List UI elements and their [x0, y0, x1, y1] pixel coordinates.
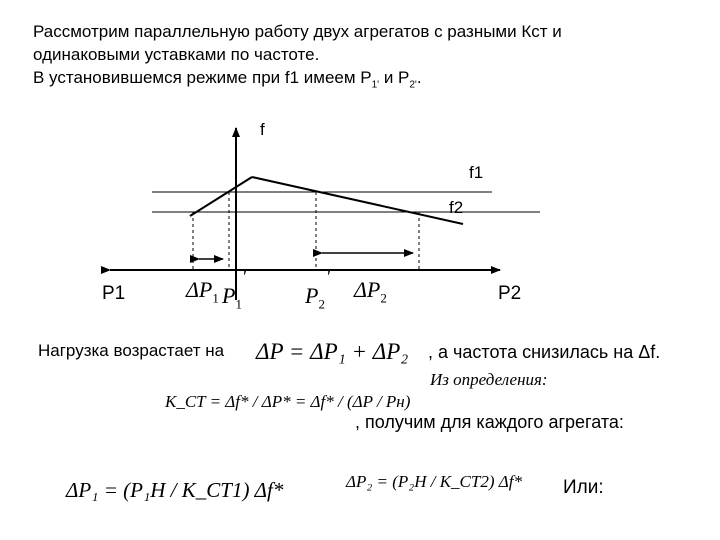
f-axis-label: f: [260, 120, 265, 139]
intro-line-2: одинаковыми уставками по частоте.: [33, 45, 320, 64]
load-formula: ΔP = ΔP₁ + ΔP₂: [256, 339, 409, 364]
obtain-text: , получим для каждого агрегата:: [355, 412, 624, 432]
frequency-drop-text: , а частота снизилась на Δf.: [428, 342, 661, 362]
equation-delta-p1: ΔP₁ = (P₁Н / K_CT1) Δf*: [66, 478, 284, 502]
equation-delta-p2: ΔP₂ = (P₂Н / K_CT2) Δf*: [346, 472, 522, 491]
f1-label: f1: [469, 163, 484, 182]
characteristic-unit-2: [252, 177, 463, 224]
definition-text: Из определения:: [430, 370, 548, 389]
f2-label: f2: [449, 198, 464, 217]
characteristic-unit-1: [190, 177, 252, 216]
p1-prime-label: $P_1$: [222, 283, 242, 312]
p1-prime-mark: ′: [243, 266, 248, 288]
p2-prime-label: $P_2$: [305, 283, 325, 312]
intro-line-3: В установившемся режиме при f1 имеем $Р_{1'}$ и $Р_{2'}$.: [33, 68, 422, 91]
load-increase-text: Нагрузка возрастает на: [38, 341, 225, 360]
intro-line-1: Рассмотрим параллельную работу двух агрегатов с разными Кст и: [33, 22, 562, 41]
p2-axis-label: P2: [498, 283, 522, 304]
delta-p2-label: $\Delta P_2$: [354, 277, 387, 306]
p2-prime-mark: ′: [327, 266, 332, 288]
kst-formula: K_CT = Δf* / ΔP* = Δf* / (ΔP / Pн): [165, 392, 411, 411]
delta-p1-label: $\Delta P_1$: [186, 277, 219, 306]
or-text: Или:: [563, 477, 604, 498]
p1-axis-label: P1: [102, 283, 126, 304]
